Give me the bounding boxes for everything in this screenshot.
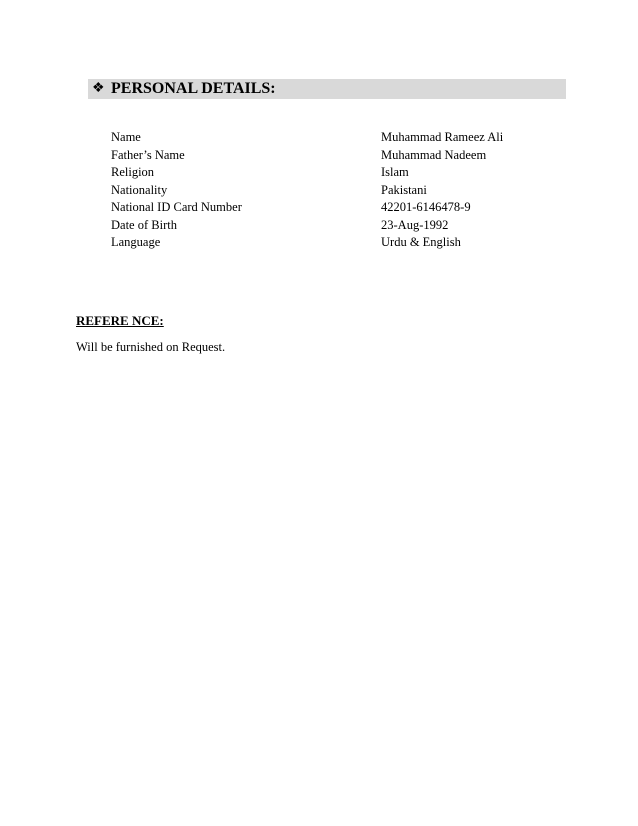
detail-row-date-of-birth [111,217,531,235]
detail-value: Pakistani [381,182,427,197]
diamond-bullet-icon: ❖ [92,81,105,96]
detail-label: Language [111,235,161,249]
detail-label: Father’s Name [111,147,185,162]
detail-value: Muhammad Rameez Ali [381,130,504,144]
detail-label: Date of Birth [111,217,177,232]
detail-row-nationality [111,182,531,200]
personal-details-title: PERSONAL DETAILS: [111,80,276,97]
detail-value: Islam [381,165,409,179]
detail-row-national-id [111,199,531,217]
detail-row-fathers-name [111,147,531,165]
detail-value: Muhammad Nadeem [381,147,487,162]
detail-value: Urdu & English [381,235,461,249]
detail-value: 23-Aug-1992 [381,217,449,232]
detail-row-religion [111,164,531,182]
personal-details-header [88,79,566,99]
detail-label: Nationality [111,182,168,197]
reference-heading: REFERE NCE: [76,313,164,328]
detail-row-name [111,129,531,147]
reference-text: Will be furnished on Request. [76,340,226,354]
detail-row-language [111,234,531,252]
detail-label: Name [111,130,141,144]
detail-value: 42201-6146478-9 [381,200,471,214]
detail-label: Religion [111,165,155,179]
detail-label: National ID Card Number [111,200,242,214]
personal-details-list [111,129,531,252]
